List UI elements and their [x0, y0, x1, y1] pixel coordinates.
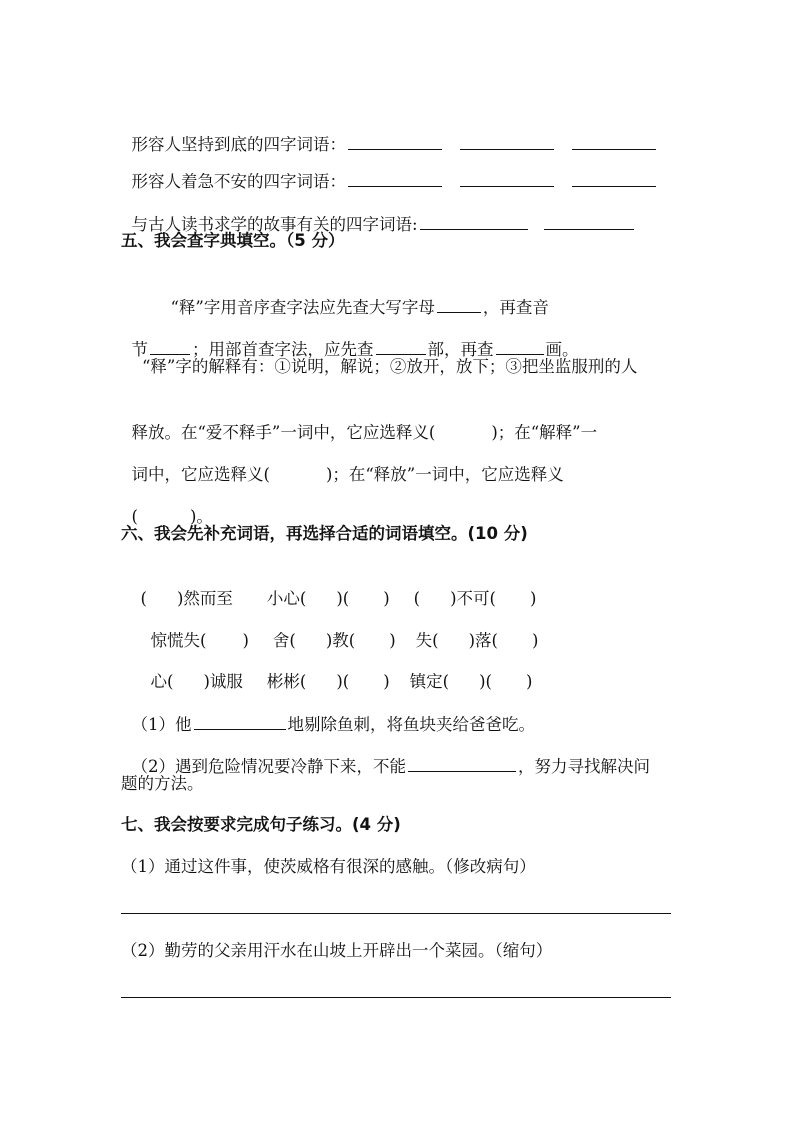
section-6-title: 六、我会先补充词语，再选择合适的词语填空。(10 分) [121, 524, 528, 543]
s6-question-2-cont: 题的方法。 [121, 774, 204, 793]
answer-blank[interactable] [420, 212, 528, 230]
answer-line[interactable] [121, 913, 671, 914]
strokes-blank[interactable] [496, 337, 544, 355]
s5-line-1: “释”字用音序查字法应先查大写字母 ，再查音 [160, 271, 549, 320]
s6-row-2: 惊慌失( ) 舍( )教( ) 失( )落( ) [150, 631, 539, 650]
s6-row-1: ( )然而至 小心( )( ) ( )不可( ) [140, 589, 537, 608]
s5-line-5: 词中，它应选释义( )；在“释放”一词中，它应选释义 [131, 465, 564, 484]
idiom-label: 与古人读书求学的故事有关的四字词语: [131, 215, 418, 234]
idiom-label: 形容人着急不安的四字词语： [131, 172, 346, 191]
s5-line-2: 节 ；用部首查字法，应先查 部，再查 画。 [121, 313, 579, 362]
s5-line-4: 释放。在“爱不释手”一词中，它应选释义( )；在“解释”一 [131, 423, 598, 442]
letter-blank[interactable] [437, 295, 481, 313]
idiom-label: 形容人坚持到底的四字词语： [131, 135, 346, 154]
s5-line-6: ( )。 [131, 507, 213, 526]
syllable-blank[interactable] [150, 337, 190, 355]
radical-blank[interactable] [376, 337, 426, 355]
s6-question-2: （2）遇到危险情况要冷静下来，不能 ，努力寻找解决问 [121, 730, 650, 779]
s7-question-1: （1）通过这件事，使茨威格有很深的感触。（修改病句） [121, 857, 536, 876]
answer-blank[interactable] [194, 712, 286, 730]
section-7-title: 七、我会按要求完成句子练习。(4 分) [121, 815, 401, 834]
s6-row-3: 心( )诚服 彬彬( )( ) 镇定( )( ) [150, 672, 533, 691]
answer-blank[interactable] [460, 169, 554, 187]
answer-blank[interactable] [572, 169, 656, 187]
section-5-title: 五、我会查字典填空。（5 分） [121, 231, 345, 250]
answer-blank[interactable] [408, 754, 516, 772]
idiom-line-anxious [121, 145, 658, 194]
s7-question-2: （2）勤劳的父亲用汗水在山坡上开辟出一个菜园。（缩句） [121, 941, 553, 960]
answer-line[interactable] [121, 997, 671, 998]
answer-blank[interactable] [544, 212, 634, 230]
s5-line-3: “释”字的解释有：①说明，解说；②放开，放下；③把坐监服刑的人 [142, 357, 638, 376]
answer-blank[interactable] [348, 169, 442, 187]
s6-question-1: （1）他 地剔除鱼刺，将鱼块夹给爸爸吃。 [121, 688, 535, 737]
